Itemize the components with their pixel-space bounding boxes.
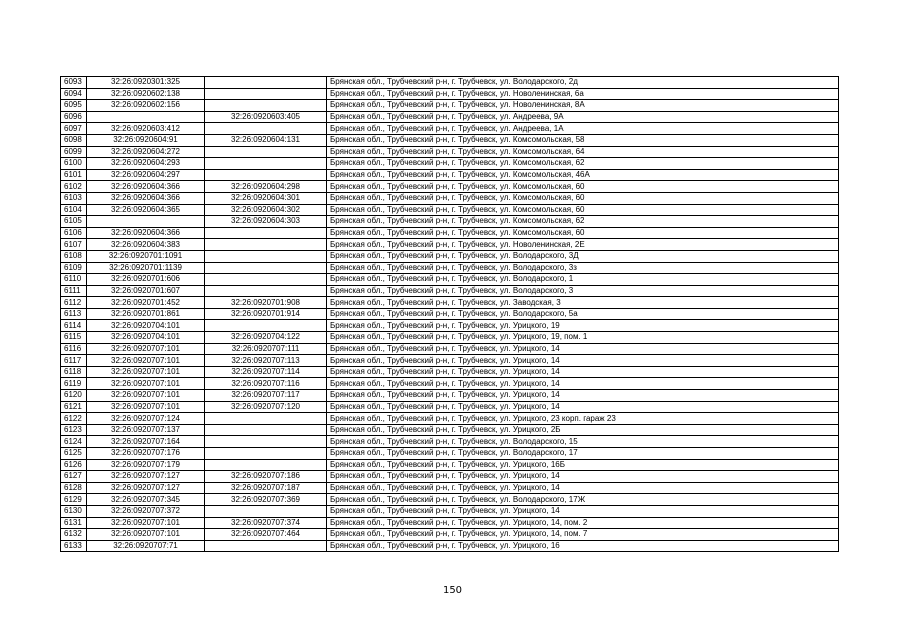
land-cadastral-number: 32:26:0920604:297 [87,169,205,181]
table-row [61,285,839,297]
address-cell: Брянская обл., Трубчевский р-н, г. Трубчевск, ул. Урицкого, 14 [327,355,839,367]
land-cadastral-number: 32:26:0920707:101 [87,390,205,402]
land-cadastral-number: 32:26:0920604:366 [87,192,205,204]
building-cadastral-number [205,274,327,286]
row-number: 6103 [61,192,87,204]
land-cadastral-number: 32:26:0920707:101 [87,517,205,529]
building-cadastral-number [205,413,327,425]
land-cadastral-number: 32:26:0920701:1091 [87,250,205,262]
row-number: 6107 [61,239,87,251]
address-cell: Брянская обл., Трубчевский р-н, г. Трубчевск, ул. Комсомольская, 62 [327,216,839,228]
table-row [61,494,839,506]
building-cadastral-number [205,88,327,100]
table-row [61,250,839,262]
land-cadastral-number: 32:26:0920707:176 [87,448,205,460]
land-cadastral-number: 32:26:0920701:452 [87,297,205,309]
table-row [61,517,839,529]
row-number: 6117 [61,355,87,367]
row-number: 6123 [61,424,87,436]
land-cadastral-number: 32:26:0920704:101 [87,332,205,344]
land-cadastral-number: 32:26:0920707:124 [87,413,205,425]
building-cadastral-number: 32:26:0920604:302 [205,204,327,216]
row-number: 6121 [61,401,87,413]
table-row [61,390,839,402]
address-cell: Брянская обл., Трубчевский р-н, г. Трубчевск, ул. Володарского, 15 [327,436,839,448]
land-cadastral-number: 32:26:0920701:606 [87,274,205,286]
table-row [61,355,839,367]
land-cadastral-number: 32:26:0920701:1139 [87,262,205,274]
address-cell: Брянская обл., Трубчевский р-н, г. Трубчевск, ул. Урицкого, 19 [327,320,839,332]
address-cell: Брянская обл., Трубчевский р-н, г. Трубчевск, ул. Андреева, 9А [327,111,839,123]
row-number: 6093 [61,77,87,89]
table-row [61,204,839,216]
table-row [61,216,839,228]
table-row [61,227,839,239]
building-cadastral-number [205,123,327,135]
land-cadastral-number [87,111,205,123]
row-number: 6122 [61,413,87,425]
property-registry-table [60,76,839,552]
building-cadastral-number: 32:26:0920707:116 [205,378,327,390]
address-cell: Брянская обл., Трубчевский р-н, г. Трубчевск, ул. Володарского, 1 [327,274,839,286]
row-number: 6102 [61,181,87,193]
table-row [61,297,839,309]
building-cadastral-number: 32:26:0920707:113 [205,355,327,367]
building-cadastral-number: 32:26:0920707:114 [205,366,327,378]
table-row [61,413,839,425]
table-row [61,274,839,286]
address-cell: Брянская обл., Трубчевский р-н, г. Трубчевск, ул. Володарского, 3Д [327,250,839,262]
address-cell: Брянская обл., Трубчевский р-н, г. Трубчевск, ул. Новоленинская, 6а [327,88,839,100]
land-cadastral-number: 32:26:0920604:366 [87,227,205,239]
row-number: 6109 [61,262,87,274]
building-cadastral-number: 32:26:0920707:186 [205,471,327,483]
address-cell: Брянская обл., Трубчевский р-н, г. Трубчевск, ул. Комсомольская, 46А [327,169,839,181]
building-cadastral-number [205,459,327,471]
land-cadastral-number: 32:26:0920707:101 [87,401,205,413]
table-row [61,169,839,181]
row-number: 6096 [61,111,87,123]
table-row [61,239,839,251]
row-number: 6126 [61,459,87,471]
land-cadastral-number: 32:26:0920707:101 [87,343,205,355]
land-cadastral-number: 32:26:0920707:179 [87,459,205,471]
row-number: 6111 [61,285,87,297]
table-row [61,366,839,378]
building-cadastral-number [205,448,327,460]
building-cadastral-number [205,250,327,262]
table-row [61,100,839,112]
row-number: 6104 [61,204,87,216]
row-number: 6101 [61,169,87,181]
row-number: 6110 [61,274,87,286]
land-cadastral-number: 32:26:0920604:366 [87,181,205,193]
address-cell: Брянская обл., Трубчевский р-н, г. Трубчевск, ул. Заводская, 3 [327,297,839,309]
building-cadastral-number: 32:26:0920707:369 [205,494,327,506]
table-row [61,308,839,320]
land-cadastral-number: 32:26:0920604:272 [87,146,205,158]
row-number: 6130 [61,505,87,517]
building-cadastral-number: 32:26:0920707:120 [205,401,327,413]
address-cell: Брянская обл., Трубчевский р-н, г. Трубчевск, ул. Комсомольская, 60 [327,181,839,193]
land-cadastral-number: 32:26:0920604:365 [87,204,205,216]
row-number: 6124 [61,436,87,448]
row-number: 6116 [61,343,87,355]
address-cell: Брянская обл., Трубчевский р-н, г. Трубчевск, ул. Комсомольская, 62 [327,158,839,170]
land-cadastral-number: 32:26:0920707:101 [87,378,205,390]
table-row [61,77,839,89]
row-number: 6105 [61,216,87,228]
table-row [61,459,839,471]
land-cadastral-number: 32:26:0920604:383 [87,239,205,251]
row-number: 6115 [61,332,87,344]
table-row [61,134,839,146]
row-number: 6131 [61,517,87,529]
row-number: 6100 [61,158,87,170]
table-row [61,471,839,483]
address-cell: Брянская обл., Трубчевский р-н, г. Трубчевск, ул. Урицкого, 14 [327,471,839,483]
building-cadastral-number: 32:26:0920707:464 [205,529,327,541]
table-row [61,529,839,541]
table-row [61,123,839,135]
table-row [61,262,839,274]
land-cadastral-number: 32:26:0920602:156 [87,100,205,112]
building-cadastral-number: 32:26:0920701:908 [205,297,327,309]
table-row [61,343,839,355]
land-cadastral-number: 32:26:0920604:91 [87,134,205,146]
table-row [61,158,839,170]
building-cadastral-number: 32:26:0920707:187 [205,482,327,494]
row-number: 6112 [61,297,87,309]
address-cell: Брянская обл., Трубчевский р-н, г. Трубчевск, ул. Урицкого, 14 [327,366,839,378]
building-cadastral-number [205,436,327,448]
row-number: 6119 [61,378,87,390]
row-number: 6114 [61,320,87,332]
address-cell: Брянская обл., Трубчевский р-н, г. Трубчевск, ул. Володарского, 17 [327,448,839,460]
building-cadastral-number [205,540,327,552]
land-cadastral-number: 32:26:0920701:607 [87,285,205,297]
building-cadastral-number: 32:26:0920701:914 [205,308,327,320]
land-cadastral-number: 32:26:0920301:325 [87,77,205,89]
table-row [61,540,839,552]
table-row [61,111,839,123]
address-cell: Брянская обл., Трубчевский р-н, г. Трубчевск, ул. Новоленинская, 8А [327,100,839,112]
address-cell: Брянская обл., Трубчевский р-н, г. Трубчевск, ул. Урицкого, 14 [327,343,839,355]
land-cadastral-number: 32:26:0920707:345 [87,494,205,506]
building-cadastral-number [205,285,327,297]
building-cadastral-number [205,239,327,251]
table-row [61,332,839,344]
address-cell: Брянская обл., Трубчевский р-н, г. Трубчевск, ул. Урицкого, 14 [327,482,839,494]
address-cell: Брянская обл., Трубчевский р-н, г. Трубчевск, ул. Урицкого, 2Б [327,424,839,436]
table-row [61,436,839,448]
address-cell: Брянская обл., Трубчевский р-н, г. Трубчевск, ул. Володарского, 5а [327,308,839,320]
land-cadastral-number: 32:26:0920707:137 [87,424,205,436]
address-cell: Брянская обл., Трубчевский р-н, г. Трубчевск, ул. Комсомольская, 60 [327,192,839,204]
row-number: 6129 [61,494,87,506]
address-cell: Брянская обл., Трубчевский р-н, г. Трубчевск, ул. Урицкого, 14 [327,390,839,402]
table-row [61,378,839,390]
land-cadastral-number: 32:26:0920707:101 [87,366,205,378]
building-cadastral-number [205,320,327,332]
land-cadastral-number [87,216,205,228]
building-cadastral-number [205,424,327,436]
address-cell: Брянская обл., Трубчевский р-н, г. Трубчевск, ул. Комсомольская, 60 [327,227,839,239]
table-row [61,181,839,193]
building-cadastral-number: 32:26:0920707:111 [205,343,327,355]
address-cell: Брянская обл., Трубчевский р-н, г. Трубчевск, ул. Комсомольская, 60 [327,204,839,216]
table-row [61,146,839,158]
row-number: 6120 [61,390,87,402]
land-cadastral-number: 32:26:0920707:101 [87,529,205,541]
address-cell: Брянская обл., Трубчевский р-н, г. Трубчевск, ул. Комсомольская, 64 [327,146,839,158]
land-cadastral-number: 32:26:0920707:372 [87,505,205,517]
building-cadastral-number [205,169,327,181]
building-cadastral-number [205,262,327,274]
row-number: 6095 [61,100,87,112]
table-row [61,482,839,494]
building-cadastral-number [205,146,327,158]
registry-table-body [61,77,839,552]
building-cadastral-number: 32:26:0920604:301 [205,192,327,204]
land-cadastral-number: 32:26:0920707:127 [87,482,205,494]
address-cell: Брянская обл., Трубчевский р-н, г. Трубчевск, ул. Андреева, 1А [327,123,839,135]
address-cell: Брянская обл., Трубчевский р-н, г. Трубчевск, ул. Володарского, 2д [327,77,839,89]
address-cell: Брянская обл., Трубчевский р-н, г. Трубчевск, ул. Комсомольская, 58 [327,134,839,146]
land-cadastral-number: 32:26:0920701:861 [87,308,205,320]
building-cadastral-number [205,227,327,239]
address-cell: Брянская обл., Трубчевский р-н, г. Трубчевск, ул. Урицкого, 14 [327,378,839,390]
row-number: 6099 [61,146,87,158]
land-cadastral-number: 32:26:0920707:127 [87,471,205,483]
row-number: 6113 [61,308,87,320]
address-cell: Брянская обл., Трубчевский р-н, г. Трубчевск, ул. Урицкого, 14, пом. 7 [327,529,839,541]
building-cadastral-number: 32:26:0920603:405 [205,111,327,123]
building-cadastral-number: 32:26:0920604:298 [205,181,327,193]
row-number: 6128 [61,482,87,494]
address-cell: Брянская обл., Трубчевский р-н, г. Трубчевск, ул. Урицкого, 16Б [327,459,839,471]
address-cell: Брянская обл., Трубчевский р-н, г. Трубчевск, ул. Урицкого, 16 [327,540,839,552]
land-cadastral-number: 32:26:0920603:412 [87,123,205,135]
address-cell: Брянская обл., Трубчевский р-н, г. Трубчевск, ул. Урицкого, 14, пом. 2 [327,517,839,529]
table-row [61,424,839,436]
building-cadastral-number: 32:26:0920707:117 [205,390,327,402]
land-cadastral-number: 32:26:0920602:138 [87,88,205,100]
row-number: 6097 [61,123,87,135]
row-number: 6133 [61,540,87,552]
row-number: 6132 [61,529,87,541]
land-cadastral-number: 32:26:0920704:101 [87,320,205,332]
building-cadastral-number: 32:26:0920604:131 [205,134,327,146]
building-cadastral-number: 32:26:0920604:303 [205,216,327,228]
row-number: 6098 [61,134,87,146]
address-cell: Брянская обл., Трубчевский р-н, г. Трубчевск, ул. Володарского, 17Ж [327,494,839,506]
address-cell: Брянская обл., Трубчевский р-н, г. Трубчевск, ул. Урицкого, 14 [327,505,839,517]
address-cell: Брянская обл., Трубчевский р-н, г. Трубчевск, ул. Новоленинская, 2Е [327,239,839,251]
table-row [61,448,839,460]
building-cadastral-number [205,505,327,517]
row-number: 6106 [61,227,87,239]
address-cell: Брянская обл., Трубчевский р-н, г. Трубчевск, ул. Урицкого, 19, пом. 1 [327,332,839,344]
table-row [61,401,839,413]
table-row [61,192,839,204]
table-row [61,88,839,100]
building-cadastral-number [205,100,327,112]
address-cell: Брянская обл., Трубчевский р-н, г. Трубчевск, ул. Урицкого, 23 корп. гараж 23 [327,413,839,425]
table-row [61,505,839,517]
address-cell: Брянская обл., Трубчевский р-н, г. Трубчевск, ул. Володарского, 3 [327,285,839,297]
row-number: 6127 [61,471,87,483]
row-number: 6108 [61,250,87,262]
building-cadastral-number [205,77,327,89]
table-row [61,320,839,332]
page-number: 150 [442,585,463,596]
land-cadastral-number: 32:26:0920707:101 [87,355,205,367]
building-cadastral-number [205,158,327,170]
building-cadastral-number: 32:26:0920704:122 [205,332,327,344]
building-cadastral-number: 32:26:0920707:374 [205,517,327,529]
address-cell: Брянская обл., Трубчевский р-н, г. Трубчевск, ул. Урицкого, 14 [327,401,839,413]
row-number: 6118 [61,366,87,378]
land-cadastral-number: 32:26:0920707:71 [87,540,205,552]
land-cadastral-number: 32:26:0920604:293 [87,158,205,170]
address-cell: Брянская обл., Трубчевский р-н, г. Трубчевск, ул. Володарского, 3з [327,262,839,274]
row-number: 6094 [61,88,87,100]
land-cadastral-number: 32:26:0920707:164 [87,436,205,448]
row-number: 6125 [61,448,87,460]
